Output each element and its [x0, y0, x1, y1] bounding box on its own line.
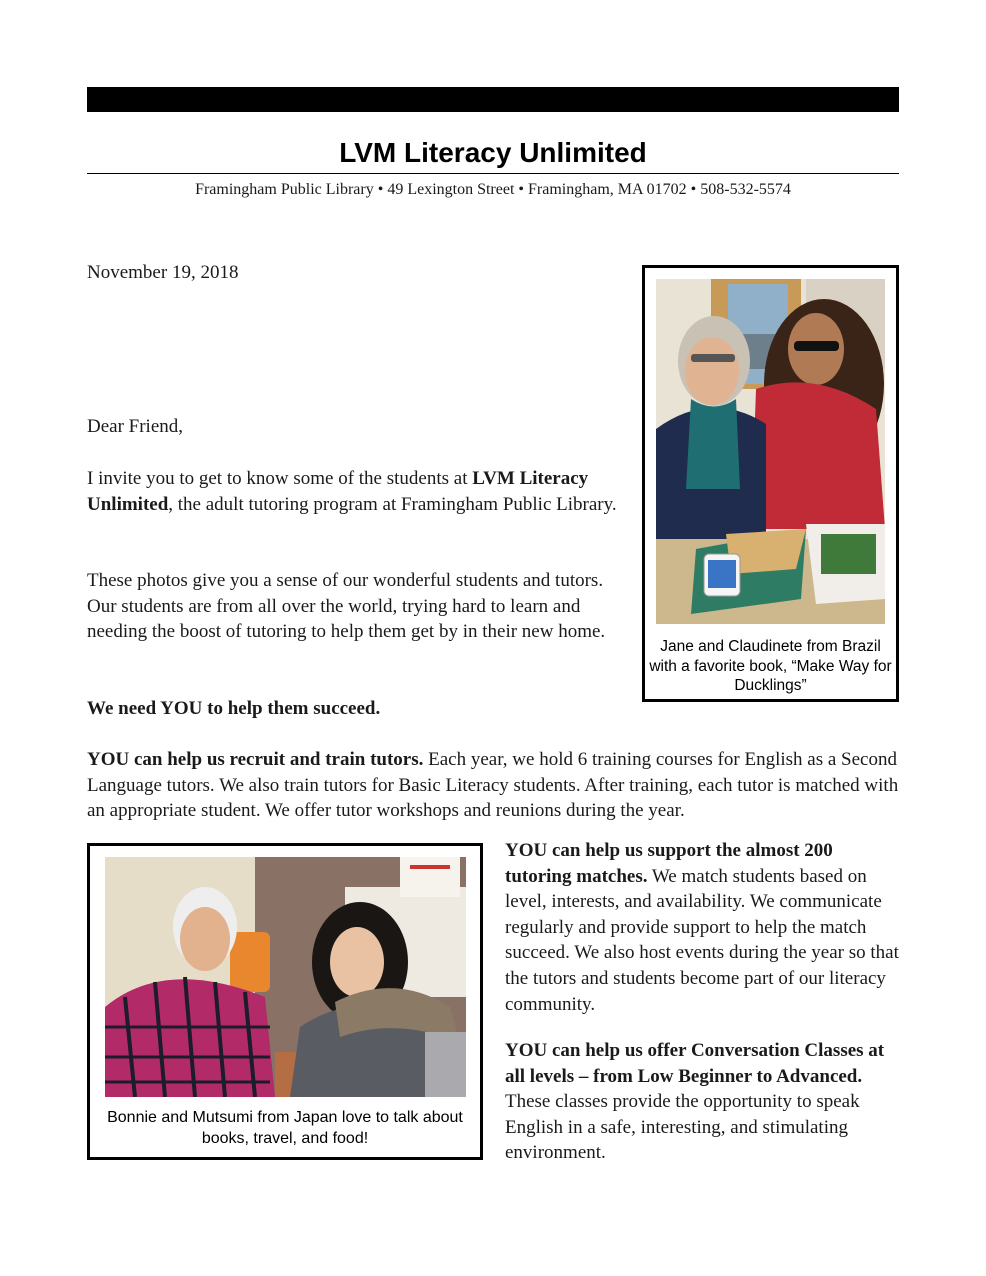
- header-bar: [87, 87, 899, 112]
- photo-bonnie-mutsumi: [105, 857, 466, 1097]
- photo-caption-jane-claudinete: Jane and Claudinete from Brazil with a favorite book, “Make Way for Ducklings”: [649, 638, 892, 694]
- recruit-paragraph: YOU can help us recruit and train tutors. Each year, we hold 6 training courses for English as a Second Language tutors. We also train tutors for Basic Literacy students. After training, each tutor is matched with an appropriate student. We offer tutor workshops and reunions during the year.: [87, 749, 899, 822]
- photo-frame-bonnie-mutsumi: [87, 843, 483, 1160]
- photo-caption-bonnie-mutsumi: Bonnie and Mutsumi from Japan love to talk about books, travel, and food!: [107, 1109, 463, 1147]
- salutation: Dear Friend,: [87, 416, 184, 437]
- letter-date: November 19, 2018: [87, 262, 239, 283]
- address-line: Framingham Public Library • 49 Lexington Street • Framingham, MA 01702 • 508-532-5574: [195, 181, 791, 198]
- photos-paragraph: These photos give you a sense of our wonderful students and tutors. Our students are from all over the world, trying hard to learn and needing the boost of tutoring to help them get by in their new home.: [87, 570, 606, 643]
- intro-paragraph: I invite you to get to know some of the students at LVM Literacy Unlimited, the adult tutoring program at Framingham Public Library.: [87, 468, 617, 515]
- photo-frame-jane-claudinete: [642, 265, 899, 702]
- title-divider: [87, 173, 899, 174]
- org-title: LVM Literacy Unlimited: [339, 137, 647, 168]
- conversation-paragraph: YOU can help us offer Conversation Classes at all levels – from Low Beginner to Advanced. These classes provide the opportunity to speak English in a safe, interesting, and stimulating environment.: [505, 1040, 885, 1164]
- photo-illustration: [105, 857, 466, 1097]
- photo-jane-claudinete: [656, 279, 885, 624]
- photo-illustration: [656, 279, 885, 624]
- call-to-action: We need YOU to help them succeed.: [87, 698, 381, 719]
- support-paragraph: YOU can help us support the almost 200 tutoring matches. We match students based on level, interests, and availability. We communicate regularly and provide support to help the match succeed. We also host events during the year so that the tutors and students become part of our literacy community.: [505, 840, 899, 1015]
